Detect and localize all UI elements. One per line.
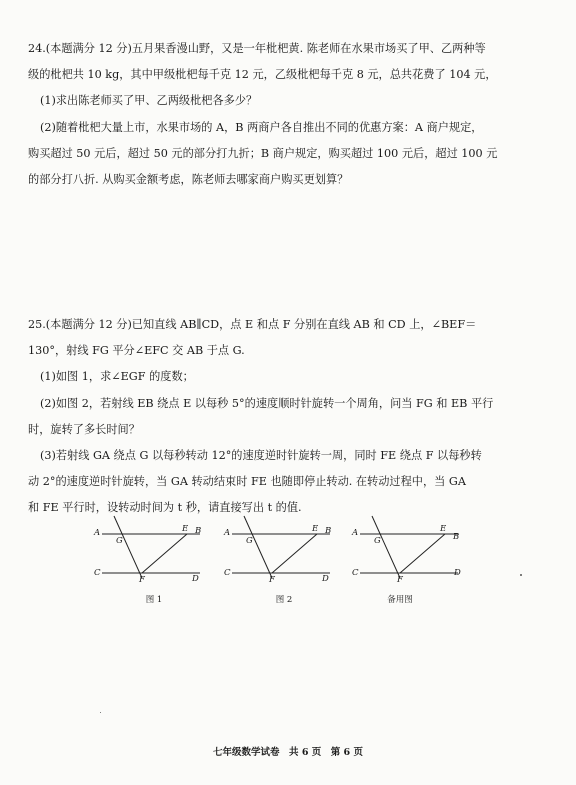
q24-part-2: (2)随着枇杷大量上市，水果市场的 A，B 两商户各自推出不同的优惠方案：A 商户规定， (40, 120, 483, 134)
label-b: B (195, 526, 202, 536)
label-f: F (269, 575, 275, 585)
label-e: E (440, 524, 447, 534)
q25-part-1: (1)如图 1，求∠EGF 的度数； (40, 370, 194, 384)
q24-line: 的部分打八折. 从购买金额考虑，陈老师去哪家商户购买更划算？ (28, 173, 349, 187)
q25-line: 动 2°的速度逆时针旋转，当 GA 转动结束时 FE 也随即停止转动. 在转动过程中，当 GA (28, 475, 466, 489)
label-a: A (352, 528, 359, 538)
q25-part-3: (3)若射线 GA 绕点 G 以每秒转动 12°的速度逆时针旋转一周，同时 FE 绕点 F 以每秒转 (40, 449, 482, 463)
label-f: F (397, 575, 403, 585)
q25-line: 时，旋转了多长时间？ (28, 422, 140, 436)
print-speck (100, 712, 101, 713)
label-c: C (224, 568, 231, 578)
label-d: D (192, 574, 199, 584)
question-25 (28, 312, 528, 522)
label-e: E (312, 524, 319, 534)
label-g: G (116, 536, 123, 546)
q24-line: 购买超过 50 元后，超过 50 元的部分打九折；B 商户规定，购买超过 100 元后，超过 100 元 (28, 146, 498, 160)
figure-spare (348, 516, 488, 608)
label-a: A (224, 528, 231, 538)
label-g: G (374, 536, 381, 546)
label-b: B (453, 532, 460, 542)
label-b: B (325, 526, 332, 536)
figure-caption: 备用图 (387, 595, 413, 605)
q25-line: 130°，射线 FG 平分∠EFC 交 AB 于点 G. (28, 344, 245, 358)
figure-caption: 图 1 (145, 595, 163, 605)
label-a: A (94, 528, 101, 538)
q24-line: 24.(本题满分 12 分)五月果香漫山野，又是一年枇杷黄. 陈老师在水果市场买了甲、乙两种等 (28, 42, 486, 55)
figure-caption: 图 2 (275, 595, 293, 605)
q24-part-1: (1)求出陈老师买了甲、乙两级枇杷各多少？ (40, 94, 258, 108)
label-e: E (182, 524, 189, 534)
label-c: C (352, 568, 359, 578)
figure-1 (90, 516, 230, 608)
page-footer: 七年级数学试卷 共 6 页 第 6 页 (213, 747, 363, 758)
q24-line: 级的枇杷共 10 kg，其中甲级枇杷每千克 12 元，乙级枇杷每千克 8 元，总共花费了 104 元， (28, 68, 497, 82)
print-speck (520, 574, 522, 576)
label-f: F (139, 575, 145, 585)
q25-part-2: (2)如图 2，若射线 EB 绕点 E 以每秒 5°的速度顺时针旋转一个周角，问当 FG 和 EB 平行 (40, 396, 494, 410)
question-24 (28, 36, 528, 193)
label-c: C (94, 568, 101, 578)
q25-line: 25.(本题满分 12 分)已知直线 AB∥CD，点 E 和点 F 分别在直线 AB 和 CD 上，∠BEF＝ (28, 318, 477, 331)
label-g: G (246, 536, 253, 546)
q25-line: 和 FE 平行时，设转动时间为 t 秒，请直接写出 t 的值. (28, 501, 302, 515)
figure-2 (220, 516, 360, 608)
label-d: D (322, 574, 329, 584)
label-d: D (454, 568, 461, 578)
